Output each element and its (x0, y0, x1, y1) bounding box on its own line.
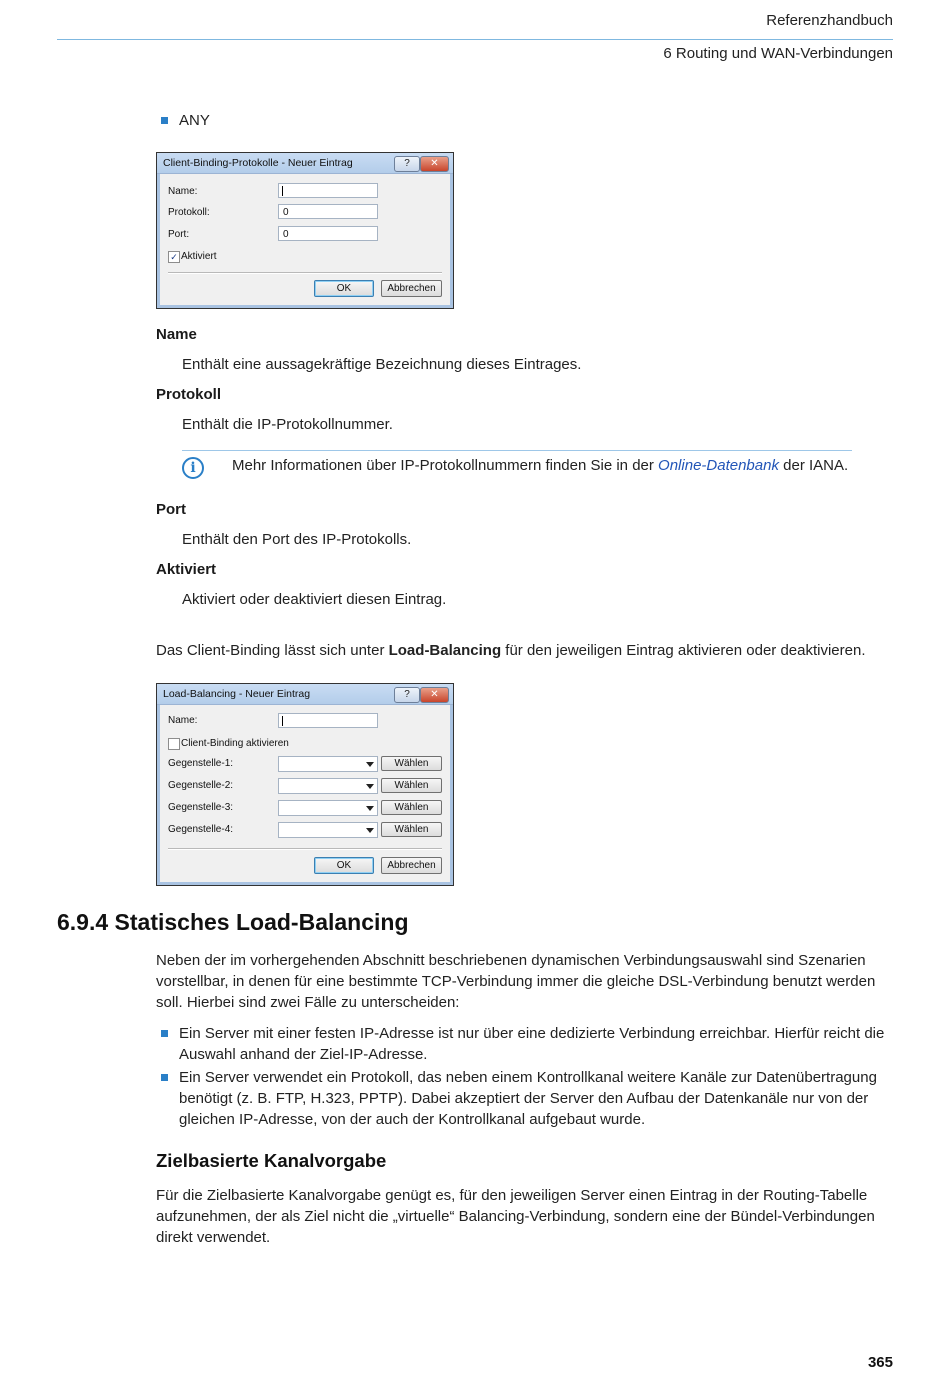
protokoll-input[interactable]: 0 (278, 204, 378, 219)
header-divider (57, 39, 893, 40)
dialog-client-binding-protokolle (156, 152, 454, 309)
list-item-text: ANY (179, 112, 210, 129)
gegenstelle-1-label: Gegenstelle-1: (168, 758, 234, 769)
gegenstelle-1-waehlen-button[interactable]: Wählen (381, 756, 442, 771)
page-number: 365 (867, 1354, 893, 1371)
dialog-titlebar[interactable] (157, 153, 453, 174)
client-binding-checkbox[interactable] (168, 738, 180, 750)
chevron-down-icon (366, 806, 374, 811)
dialog-body (161, 705, 449, 881)
note-text-after: der IANA. (778, 457, 849, 474)
subsection-paragraph: Für die Zielbasierte Kanalvorgabe genügt es, für den jeweiligen Server einen Eintrag in der Routing-Tabelle aufzunehmen, der als Ziel nicht die „virtuelle“ Balancing-Verbindung, sondern eine der Bündel-Verbindungen direkt verwendet. (156, 1187, 875, 1246)
list-item-text: Ein Server mit einer festen IP-Adresse ist nur über eine dedizierte Verbindung erreichbar. Hierfür reicht die Auswahl anhand der Ziel-IP-Adresse. (179, 1025, 885, 1063)
bullet-icon (161, 1030, 168, 1037)
subsection-heading: Zielbasierte Kanalvorgabe (156, 1150, 387, 1171)
name-label: Name: (168, 186, 198, 197)
ok-button[interactable]: OK (314, 280, 374, 297)
gegenstelle-4-label: Gegenstelle-4: (168, 824, 234, 835)
aktiviert-checkbox[interactable]: ✓ (168, 251, 180, 263)
client-binding-label: Client-Binding aktivieren (181, 738, 289, 749)
name-input[interactable] (278, 713, 378, 728)
chevron-down-icon (366, 828, 374, 833)
gegenstelle-3-select[interactable] (278, 800, 378, 816)
chevron-down-icon (366, 762, 374, 767)
term-aktiviert: Aktiviert (156, 561, 217, 578)
note-text-before: Mehr Informationen über IP-Protokollnummern finden Sie in der (232, 457, 659, 474)
dialog-titlebar[interactable] (157, 684, 453, 705)
running-header-title: Referenzhandbuch (766, 12, 893, 29)
dialog-load-balancing (156, 683, 454, 886)
client-binding-paragraph (156, 640, 893, 661)
ok-button[interactable]: OK (314, 857, 374, 874)
gegenstelle-2-select[interactable] (278, 778, 378, 794)
section-heading: 6.9.4 Statisches Load-Balancing (57, 909, 409, 935)
list-item (156, 110, 893, 131)
name-input[interactable] (278, 183, 378, 198)
note-divider (182, 450, 852, 451)
cancel-button[interactable]: Abbrechen (381, 280, 442, 297)
info-note (232, 457, 848, 474)
online-datenbank-link[interactable]: Online-Datenbank (658, 457, 779, 474)
close-button[interactable]: ✕ (420, 156, 449, 172)
para-bold: Load-Balancing (388, 642, 502, 659)
gegenstelle-3-waehlen-button[interactable]: Wählen (381, 800, 442, 815)
gegenstelle-4-select[interactable] (278, 822, 378, 838)
section-intro: Neben der im vorhergehenden Abschnitt beschriebenen dynamischen Verbindungsauswahl sind Szenarien vorstellbar, in denen für eine bestimmte TCP-Verbindung immer die gleiche DSL-Verbindung benutzt werden soll. Hierbei sind zwei Fälle zu unterscheiden: (156, 952, 876, 1011)
term-protokoll: Protokoll (156, 386, 222, 403)
text-caret (282, 186, 283, 196)
gegenstelle-3-label: Gegenstelle-3: (168, 802, 234, 813)
gegenstelle-2-label: Gegenstelle-2: (168, 780, 234, 791)
term-port: Port (156, 501, 186, 518)
desc-port: Enthält den Port des IP-Protokolls. (182, 531, 412, 548)
bullet-icon (161, 117, 168, 124)
help-button[interactable]: ? (394, 156, 420, 172)
gegenstelle-4-waehlen-button[interactable]: Wählen (381, 822, 442, 837)
protokoll-label: Protokoll: (168, 207, 210, 218)
close-button[interactable]: ✕ (420, 687, 449, 703)
text-caret (282, 716, 283, 726)
chevron-down-icon (366, 784, 374, 789)
aktiviert-label: Aktiviert (181, 251, 217, 262)
bullet-icon (161, 1074, 168, 1081)
running-header-chapter: 6 Routing und WAN-Verbindungen (663, 45, 893, 62)
term-name: Name (156, 326, 197, 343)
name-label: Name: (168, 715, 198, 726)
dialog-body (161, 174, 449, 304)
dialog-separator (168, 848, 442, 850)
dialog-title: Client-Binding-Protokolle - Neuer Eintrag (163, 157, 353, 169)
dialog-separator (168, 272, 442, 274)
para-text-after: für den jeweiligen Eintrag aktivieren oder deaktivieren. (501, 642, 866, 659)
cancel-button[interactable]: Abbrechen (381, 857, 442, 874)
port-input[interactable]: 0 (278, 226, 378, 241)
desc-protokoll: Enthält die IP-Protokollnummer. (182, 416, 393, 433)
dialog-title: Load-Balancing - Neuer Eintrag (163, 688, 311, 700)
desc-name: Enthält eine aussagekräftige Bezeichnung dieses Eintrages. (182, 356, 582, 373)
para-text-before: Das Client-Binding lässt sich unter (156, 642, 389, 659)
list-item-text: Ein Server verwendet ein Protokoll, das neben einem Kontrollkanal weitere Kanäle zur Datenübertragung benötigt (z. B. FTP, H.323, PPTP). Dabei akzeptiert der Server den Aufbau der Datenkanäle nur von der gleichen IP-Adresse, von der auch der Kontrollkanal aufgebaut wurde. (179, 1069, 877, 1128)
list-item (156, 1023, 893, 1065)
gegenstelle-1-select[interactable] (278, 756, 378, 772)
list-item (156, 1067, 893, 1130)
desc-aktiviert: Aktiviert oder deaktiviert diesen Eintrag. (182, 591, 447, 608)
help-button[interactable]: ? (394, 687, 420, 703)
port-label: Port: (168, 229, 190, 240)
info-icon: i (182, 457, 204, 479)
gegenstelle-2-waehlen-button[interactable]: Wählen (381, 778, 442, 793)
